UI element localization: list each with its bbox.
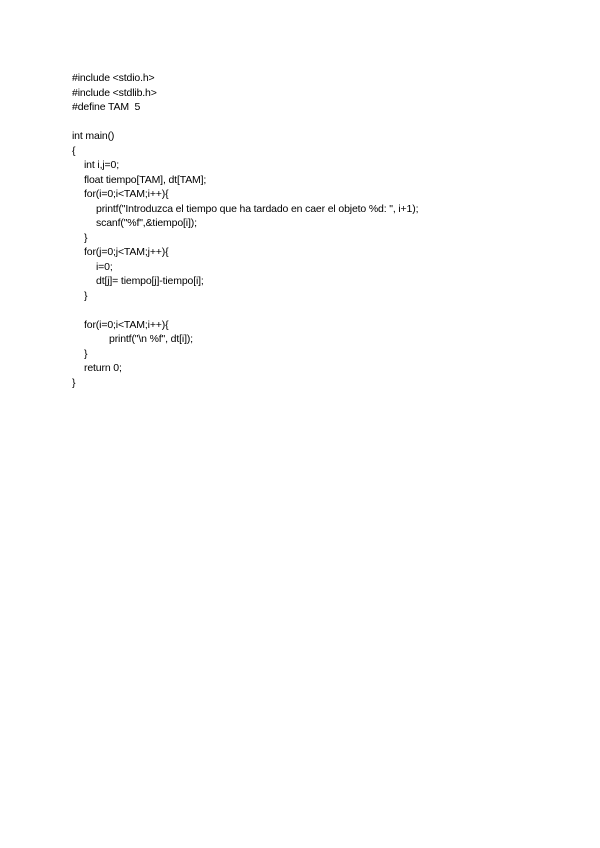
code-line-close-brace: } [84, 289, 88, 302]
code-line-main-signature: int main() [72, 130, 115, 142]
code-line-include-stdlib: #include <stdlib.h> [72, 86, 157, 99]
code-line-int-decl: int i,j=0; [84, 159, 119, 171]
code-line-for-output: for(i=0;i<TAM;i++){ [84, 318, 169, 331]
code-line-printf-prompt: printf("Introduzca el tiempo que ha tardado en caer el objeto %d: ", i+1); [96, 202, 419, 215]
code-line-reset-i: i=0; [96, 260, 113, 273]
code-line-scanf: scanf("%f",&tiempo[i]); [96, 217, 197, 229]
code-blank-line [72, 303, 572, 318]
code-line-include-stdio: #include <stdio.h> [72, 72, 155, 84]
code-line-float-decl: float tiempo[TAM], dt[TAM]; [84, 173, 207, 186]
code-line-close-main: } [72, 376, 76, 389]
code-blank-line [72, 115, 572, 130]
code-line-dt-assign: dt[j]= tiempo[j]-tiempo[i]; [96, 275, 204, 287]
code-line-open-brace: { [72, 144, 76, 157]
code-line-printf-output: printf("\n %f", dt[i]); [109, 333, 193, 345]
source-code-listing [72, 71, 572, 390]
code-line-for-input: for(i=0;i<TAM;i++){ [84, 188, 169, 200]
code-line-define-tam: #define TAM 5 [72, 101, 141, 113]
code-line-close-brace: } [84, 347, 88, 360]
code-line-return: return 0; [84, 362, 122, 374]
code-line-for-diff: for(j=0;j<TAM;j++){ [84, 246, 169, 258]
code-line-close-brace: } [84, 231, 88, 244]
